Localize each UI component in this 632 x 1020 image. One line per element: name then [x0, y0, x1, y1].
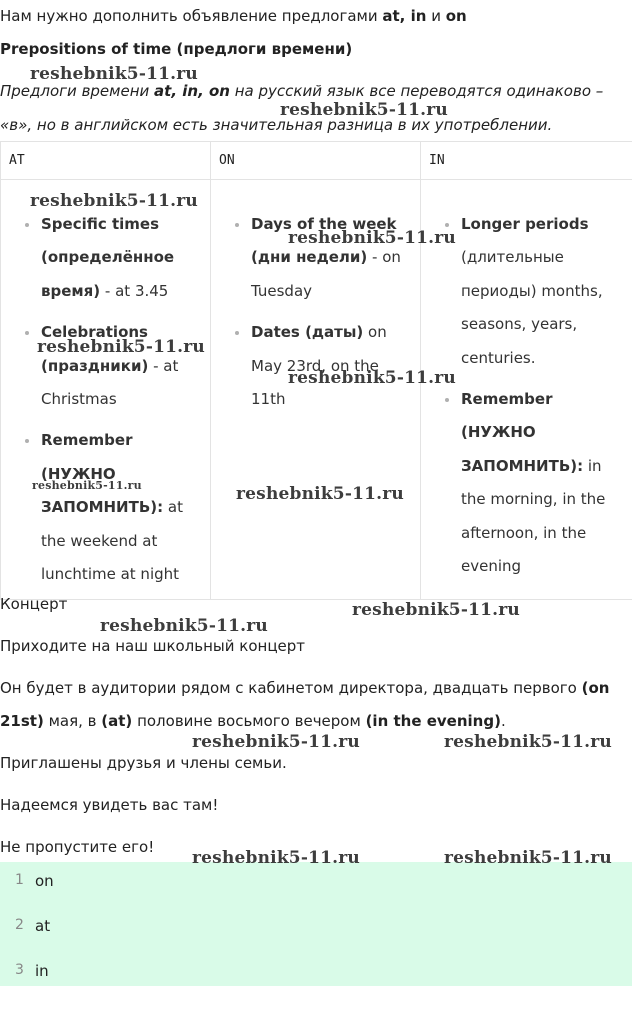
watermark: reshebnik5-11.ru: [30, 191, 198, 211]
watermark: reshebnik5-11.ru: [192, 848, 360, 868]
list-item: Days of the week (дни недели) - on Tuesday: [211, 208, 420, 308]
list-item: Remember (НУЖНО ЗАПОМНИТЬ): at the weekend at lunchtime at night: [1, 424, 210, 591]
list-item: Specific times (определённое время) - at 3.45: [1, 208, 210, 308]
concert-guests: Приглашены друзья и члены семьи.: [0, 754, 287, 772]
intro-on: on: [445, 7, 467, 25]
concert-title: Концерт: [0, 595, 68, 613]
watermark: reshebnik5-11.ru: [30, 64, 198, 84]
watermark: reshebnik5-11.ru: [37, 337, 205, 357]
watermark: reshebnik5-11.ru: [352, 600, 520, 620]
list-item: Celebrations (праздники) - at Christmas: [1, 316, 210, 416]
concert-dont-miss: Не пропустите его!: [0, 838, 155, 856]
watermark: reshebnik5-11.ru: [288, 368, 456, 388]
concert-details-line2: 21st) мая, в (at) половине восьмого вечером (in the evening).: [0, 712, 506, 730]
watermark: reshebnik5-11.ru: [444, 732, 612, 752]
concert-details-line1: Он будет в аудитории рядом с кабинетом директора, двадцать первого (on: [0, 679, 610, 697]
watermark: reshebnik5-11.ru: [192, 732, 360, 752]
watermark: reshebnik5-11.ru: [100, 616, 268, 636]
concert-invite: Приходите на наш школьный концерт: [0, 637, 306, 655]
concert-hope: Надеемся увидеть вас там!: [0, 796, 219, 814]
header-on: ON: [211, 142, 421, 180]
list-item: Longer periods (длительные периоды) months, seasons, years, centuries.: [421, 208, 632, 375]
watermark: reshebnik5-11.ru: [444, 848, 612, 868]
list-item: Remember (НУЖНО ЗАПОМНИТЬ): in the morning, in the afternoon, in the evening: [421, 383, 632, 583]
list-item: Dates (даты) on May 23rd, on the 11th: [211, 316, 420, 416]
section-heading: Prepositions of time (предлоги времени): [0, 40, 353, 58]
intro-at-in: at, in: [382, 7, 427, 25]
watermark: reshebnik5-11.ru: [280, 100, 448, 120]
column-at: [1, 180, 211, 600]
watermark: reshebnik5-11.ru: [236, 484, 404, 504]
answers-block: 1 on 2 at 3 in: [0, 862, 632, 986]
intro-line: Нам нужно дополнить объявление предлогами at, in и on: [0, 7, 467, 25]
watermark: reshebnik5-11.ru: [288, 228, 456, 248]
intro-paragraph-line2: «в», но в английском есть значительная разница в их употреблении.: [0, 116, 553, 134]
intro-paragraph-line1: Предлоги времени at, in, on на русский язык все переводятся одинаково –: [0, 82, 604, 100]
header-in: IN: [421, 142, 632, 180]
watermark: reshebnik5-11.ru: [32, 479, 142, 492]
header-at: AT: [1, 142, 211, 180]
